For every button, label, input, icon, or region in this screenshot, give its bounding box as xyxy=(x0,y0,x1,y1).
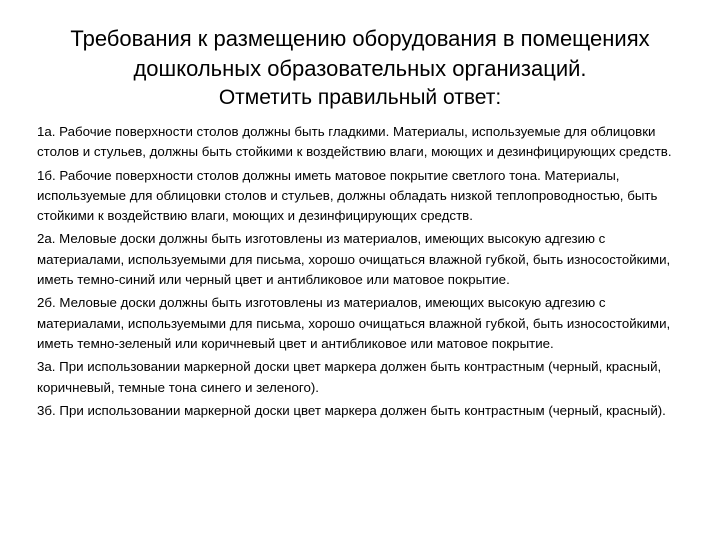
option-2a: 2а. Меловые доски должны быть изготовлены из материалов, имеющих высокую адгезию с материалами, используемыми для письма, хорошо очищаться влажной губкой, быть износостойкими, иметь темно-синий или черный цвет и антибликовое или матовое покрытие. xyxy=(37,231,671,288)
slide-title-line-1: Требования к размещению оборудования в помещениях xyxy=(70,26,650,51)
answer-options xyxy=(37,122,685,424)
option-2b: 2б. Меловые доски должны быть изготовлены из материалов, имеющих высокую адгезию с материалами, используемыми для письма, хорошо очищаться влажной губкой, быть износостойкими, иметь темно-зеленый или коричневый цвет и антибликовое или матовое покрытие. xyxy=(37,295,671,351)
option-1b: 1б. Рабочие поверхности столов должны иметь матовое покрытие светлого тона. Материалы, используемые для облицовки столов и стульев, должны обладать низкой теплопроводностью, быть стойкими к воздействию влаги, моющих и дезинфицирующих средств. xyxy=(37,167,658,224)
option-3a: 3а. При использовании маркерной доски цвет маркера должен быть контрастным (черный, красный, коричневый, темные тона синего и зеленого). xyxy=(37,359,662,395)
instruction-text: Отметить правильный ответ: xyxy=(218,86,502,109)
slide-title-line-2: дошкольных образовательных организаций. xyxy=(133,56,587,81)
option-3b: 3б. При использовании маркерной доски цвет маркера должен быть контрастным (черный, красный). xyxy=(37,402,666,418)
title-block xyxy=(20,24,700,112)
option-1a: 1а. Рабочие поверхности столов должны быть гладкими. Материалы, используемые для облицовки столов и стульев, должны быть стойкими к воздействию влаги, моющих и дезинфицирующих средств. xyxy=(37,124,672,160)
